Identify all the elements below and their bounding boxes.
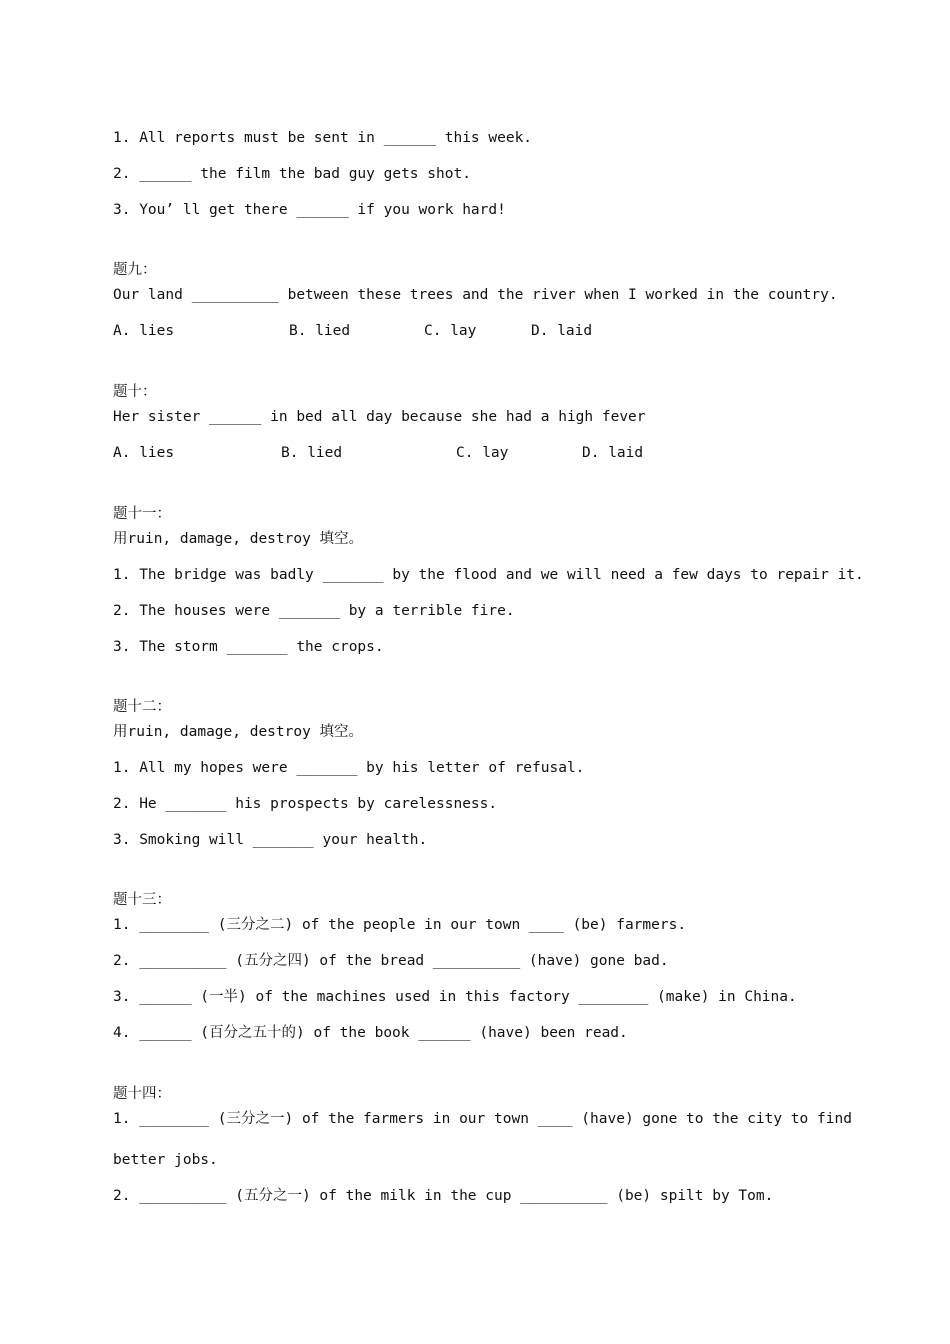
question-heading: 题十一： xyxy=(113,506,171,522)
exercise-item: 2. ______ the film the bad guy gets shot. xyxy=(113,166,471,182)
exercise-item: 2. __________ (五分之一) of the milk in the cup __________ (be) spilt by Tom. xyxy=(113,1188,774,1204)
question-heading: 题十四： xyxy=(113,1086,171,1102)
question-instruction: 用ruin, damage, destroy 填空。 xyxy=(113,724,364,740)
exercise-item-continuation: better jobs. xyxy=(113,1152,218,1168)
option-d: D. laid xyxy=(531,323,593,339)
exercise-item: 1. The bridge was badly _______ by the flood and we will need a few days to repair it. xyxy=(113,567,864,583)
question-heading: 题十： xyxy=(113,384,157,400)
option-a: A. lies xyxy=(113,323,175,339)
question-stem: Our land __________ between these trees and the river when I worked in the country. xyxy=(113,287,838,303)
option-b: B. lied xyxy=(281,445,343,461)
exercise-item: 1. All reports must be sent in ______ this week. xyxy=(113,130,533,146)
exercise-item: 2. The houses were _______ by a terrible fire. xyxy=(113,603,515,619)
question-stem: Her sister ______ in bed all day because she had a high fever xyxy=(113,409,646,425)
exercise-item: 3. Smoking will _______ your health. xyxy=(113,832,428,848)
option-c: C. lay xyxy=(424,323,477,339)
option-b: B. lied xyxy=(289,323,351,339)
question-heading: 题九： xyxy=(113,262,157,278)
exercise-item: 1. ________ (三分之一) of the farmers in our town ____ (have) gone to the city to find xyxy=(113,1111,852,1127)
question-heading: 题十二： xyxy=(113,699,171,715)
exercise-item: 2. He _______ his prospects by carelessness. xyxy=(113,796,498,812)
exercise-item: 3. ______ (一半) of the machines used in this factory ________ (make) in China. xyxy=(113,989,797,1005)
exercise-item: 2. __________ (五分之四) of the bread __________ (have) gone bad. xyxy=(113,953,669,969)
question-instruction: 用ruin, damage, destroy 填空。 xyxy=(113,531,364,547)
exercise-item: 1. All my hopes were _______ by his letter of refusal. xyxy=(113,760,585,776)
option-d: D. laid xyxy=(582,445,644,461)
exercise-item: 1. ________ (三分之二) of the people in our town ____ (be) farmers. xyxy=(113,917,687,933)
exercise-item: 3. The storm _______ the crops. xyxy=(113,639,384,655)
option-c: C. lay xyxy=(456,445,509,461)
option-a: A. lies xyxy=(113,445,175,461)
exercise-item: 3. You’ ll get there ______ if you work hard! xyxy=(113,202,506,218)
exercise-item: 4. ______ (百分之五十的) of the book ______ (have) been read. xyxy=(113,1025,628,1041)
question-heading: 题十三： xyxy=(113,892,171,908)
